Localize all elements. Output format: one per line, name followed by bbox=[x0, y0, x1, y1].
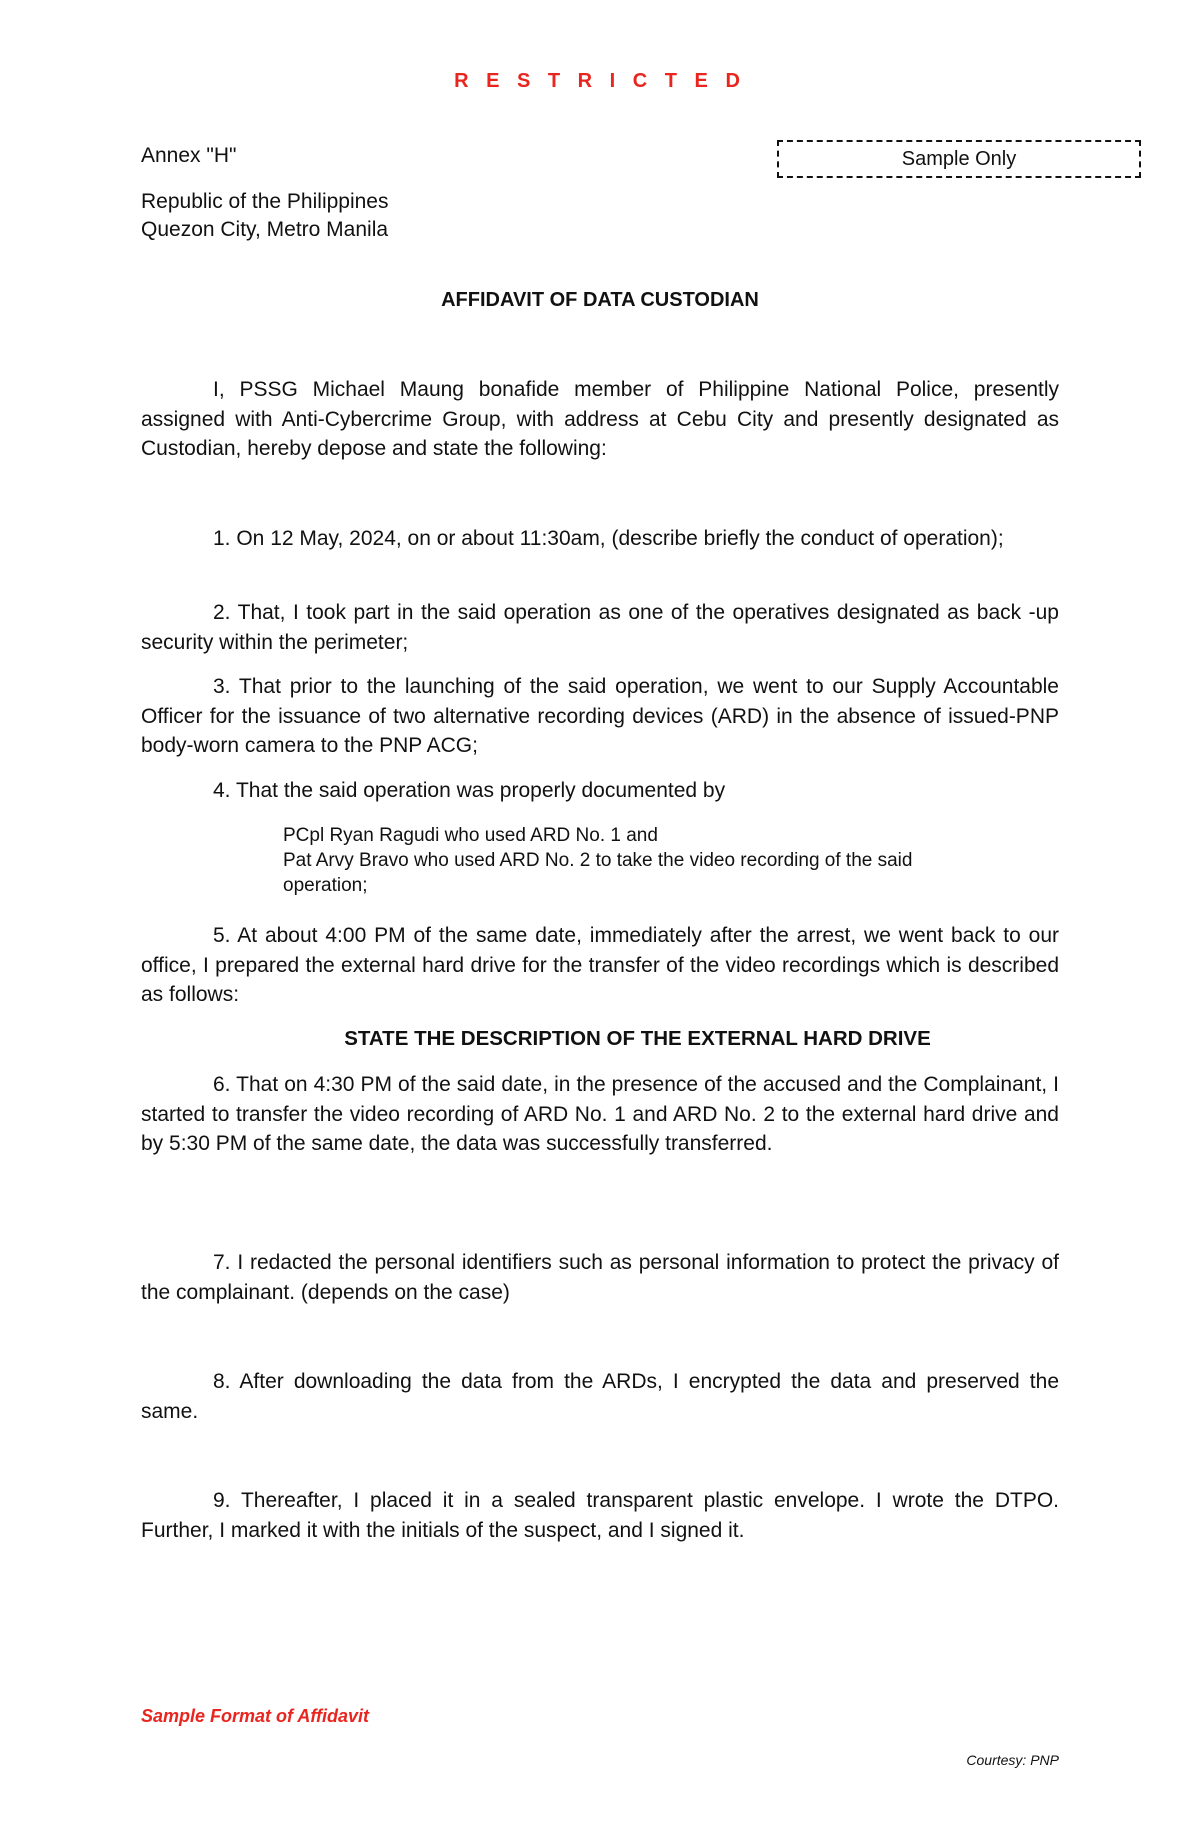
annex-label: Annex "H" bbox=[141, 144, 237, 167]
paragraph-7: 7. I redacted the personal identifiers such as personal information to protect the privacy of the complainant. (depends on the case) bbox=[141, 1251, 1059, 1304]
paragraph-1: 1. On 12 May, 2024, on or about 11:30am, (describe briefly the conduct of operation); bbox=[213, 527, 1004, 550]
paragraph-8: 8. After downloading the data from the ARDs, I encrypted the data and preserved the same. bbox=[141, 1370, 1059, 1423]
operatives-list bbox=[283, 823, 1033, 898]
paragraph-2: 2. That, I took part in the said operation as one of the operatives designated as back -up security within the perimeter; bbox=[141, 601, 1059, 654]
sample-only-box bbox=[777, 140, 1141, 178]
paragraph-3: 3. That prior to the launching of the said operation, we went to our Supply Accountable Officer for the issuance of two alternative recording devices (ARD) in the absence of issued-PNP body-worn camera to the PNP ACG; bbox=[141, 675, 1059, 757]
operative-line: PCpl Ryan Ragudi who used ARD No. 1 and bbox=[283, 825, 658, 846]
place-city: Quezon City, Metro Manila bbox=[141, 218, 389, 241]
document-title: AFFIDAVIT OF DATA CUSTODIAN bbox=[441, 289, 759, 311]
paragraph-5: 5. At about 4:00 PM of the same date, immediately after the arrest, we went back to our office, I prepared the external hard drive for the transfer of the video recordings which is described as follows: bbox=[141, 924, 1059, 1006]
courtesy-label: Courtesy: PNP bbox=[966, 1752, 1059, 1768]
operative-line: operation; bbox=[283, 875, 368, 896]
place-country: Republic of the Philippines bbox=[141, 190, 389, 213]
paragraph-9: 9. Thereafter, I placed it in a sealed transparent plastic envelope. I wrote the DTPO. Further, I marked it with the initials of the suspect, and I signed it. bbox=[141, 1489, 1059, 1542]
section-subheading: STATE THE DESCRIPTION OF THE EXTERNAL HARD DRIVE bbox=[344, 1027, 931, 1050]
restricted-classification-label: R E S T R I C T E D bbox=[454, 70, 746, 92]
paragraph-6: 6. That on 4:30 PM of the said date, in the presence of the accused and the Complainant, I started to transfer the video recording of ARD No. 1 and ARD No. 2 to the external hard drive and by 5:30 PM of the same date, the data was successfully transferred. bbox=[141, 1073, 1059, 1155]
sample-only-label: Sample Only bbox=[901, 148, 1017, 170]
paragraph-4: 4. That the said operation was properly documented by bbox=[213, 779, 726, 802]
intro-paragraph: I, PSSG Michael Maung bonafide member of Philippine National Police, presently assigned with Anti-Cybercrime Group, with address at Cebu City and presently designated as Custodian, hereby depose and state the following: bbox=[141, 378, 1059, 460]
sample-format-label: Sample Format of Affidavit bbox=[141, 1706, 370, 1726]
operative-line: Pat Arvy Bravo who used ARD No. 2 to take the video recording of the said bbox=[283, 850, 913, 871]
place-block bbox=[141, 188, 389, 244]
